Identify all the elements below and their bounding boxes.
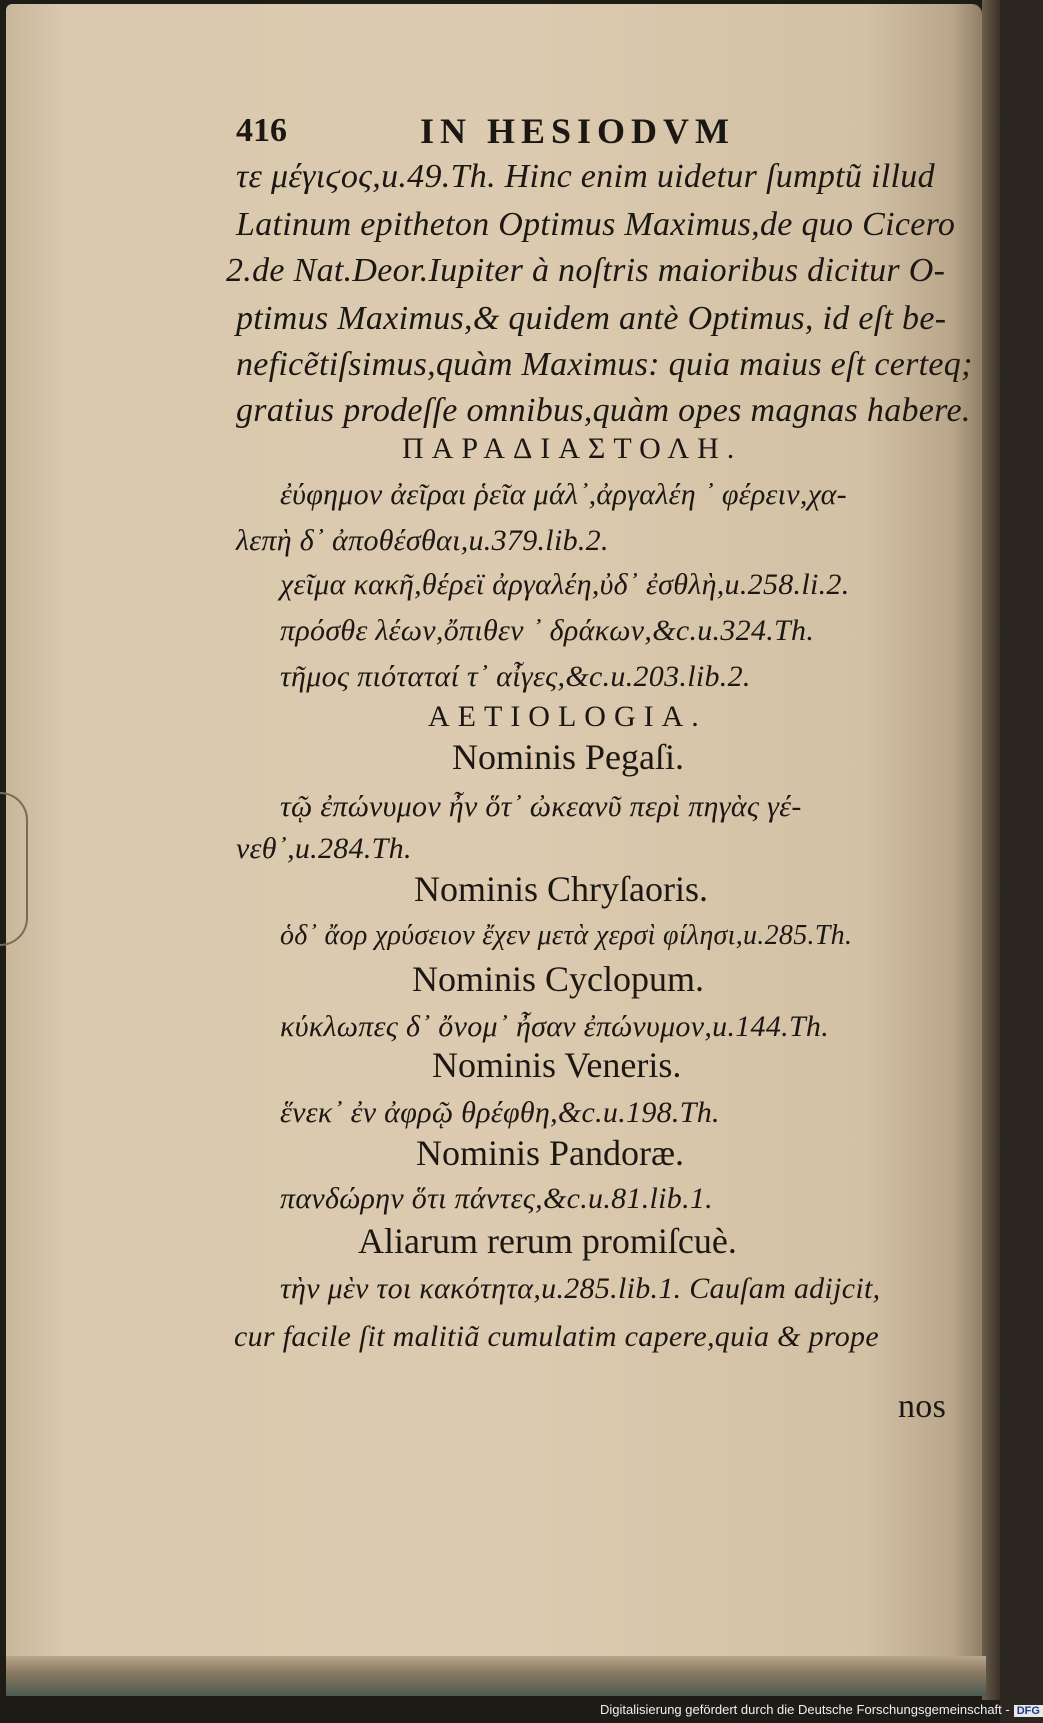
digitization-credit (600, 1702, 1043, 1717)
aetiologia-heading: AETIOLOGIA. (428, 700, 707, 733)
page-tab-marker (0, 792, 28, 946)
book-binding-strip (982, 0, 1000, 1700)
section-title-chrysaoris: Nominis Chryſaoris. (414, 869, 708, 909)
body-line-4: ptimus Maximus,& quidem antè Optimus, id eſt be- (236, 300, 947, 337)
paradiastole-heading: ΠΑΡΑΔΙΑΣΤΟΛΗ. (402, 432, 743, 465)
cyclopum-line-1: κύκλωπες δ᾽ ὄνομ᾽ ἦσαν ἐπώνυμον,u.144.Th. (280, 1010, 830, 1043)
paradiastole-line-5: τῆμος πιόταταί τ᾽ αἶγες,&c.u.203.lib.2. (280, 660, 751, 693)
paradiastole-line-4: πρόσθε λέων,ὄπιθεν ᾽ δράκων,&c.u.324.Th. (280, 614, 815, 647)
body-line-6: gratius prodeſſe omnibus,quàm opes magnas habere. (236, 392, 971, 429)
veneris-line-1: ἕνεκ᾽ ἐν ἀφρῷ θρέφθη,&c.u.198.Th. (280, 1096, 720, 1129)
body-line-1: τε μέγιϛος,u.49.Th. Hinc enim uidetur ſumptũ illud (236, 158, 935, 195)
paradiastole-line-3: χεῖμα κακῆ,θέρεϊ ἀργαλέη,ὐδ᾽ ἐσθλὴ,u.258.li.2. (280, 568, 850, 601)
catchword: nos (898, 1388, 947, 1425)
pandorae-line-1: πανδώρην ὅτι πάντες,&c.u.81.lib.1. (280, 1182, 713, 1215)
dfg-logo-icon: DFG (1014, 1705, 1043, 1717)
running-title: IN HESIODVM (420, 111, 736, 151)
body-line-5: neficẽtiſsimus,quàm Maximus: quia maius eſt certeq; (236, 346, 973, 383)
chrysaoris-line-1: ὁδ᾽ ἄορ χρύσειον ἔχεν μετὰ χερσὶ φίλησι,u.285.Th. (280, 920, 853, 951)
section-title-pandorae: Nominis Pandoræ. (416, 1133, 685, 1173)
paradiastole-line-1: ἐύφημον ἀεῖραι ῥεῖα μάλ᾽,ἀργαλέη ᾽ φέρειν,χα- (280, 478, 847, 511)
section-title-cyclopum: Nominis Cyclopum. (412, 959, 705, 999)
pegasi-line-2: νεθ᾽,u.284.Th. (236, 832, 412, 865)
digitization-credit-text: Digitalisierung gefördert durch die Deutsche Forschungsgemeinschaft - (600, 1702, 1010, 1717)
body-line-3: 2.de Nat.Deor.Iupiter à noſtris maioribus dicitur O- (226, 252, 946, 289)
page-bottom-edge (6, 1656, 986, 1696)
body-line-2: Latinum epitheton Optimus Maximus,de quo Cicero (236, 206, 956, 243)
paradiastole-line-2: λεπὴ δ᾽ ἀποθέσθαι,u.379.lib.2. (236, 524, 609, 557)
promiscue-line-2: cur facile ſit malitiã cumulatim capere,quia & prope (234, 1320, 879, 1353)
section-title-veneris: Nominis Veneris. (432, 1045, 682, 1085)
page-number: 416 (236, 112, 287, 149)
section-title-promiscue: Aliarum rerum promiſcuè. (358, 1221, 737, 1261)
pegasi-line-1: τῷ ἐπώνυμον ἦν ὅτ᾽ ὠκεανῦ περὶ πηγὰς γέ- (280, 790, 802, 823)
promiscue-line-1: τὴν μὲν τοι κακότητα,u.285.lib.1. Cauſam adijcit, (280, 1272, 881, 1305)
section-title-pegasi: Nominis Pegaſi. (452, 737, 684, 777)
